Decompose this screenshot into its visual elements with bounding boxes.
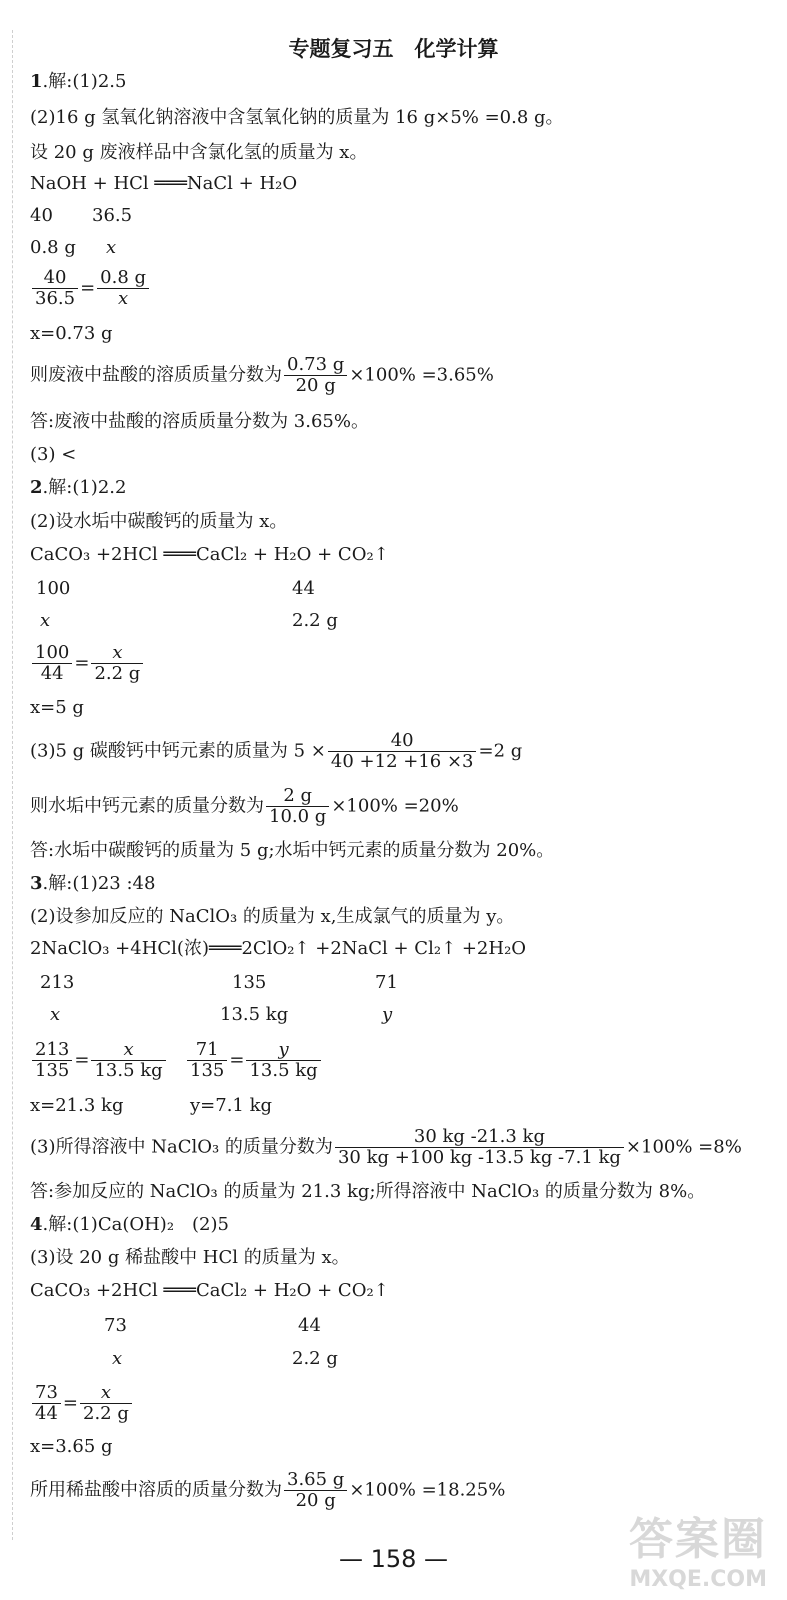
q3-line-1: 3.解:(1)23 :48: [30, 873, 156, 894]
q1-equation: NaOH + HCl ═══NaCl + H₂O: [30, 173, 298, 194]
q2-ratio-2b: 2.2 g: [292, 610, 338, 631]
q3-ratio-1b: 135: [232, 972, 267, 993]
q1-ratio-1a: 40: [30, 205, 53, 226]
page-title: 专题复习五 化学计算: [288, 37, 499, 61]
q3-line-2: (2)设参加反应的 NaClO₃ 的质量为 x,生成氯气的质量为 y。: [30, 906, 515, 927]
q1-line-5: (3) <: [30, 444, 77, 465]
q1-line-3: 设 20 g 废液样品中含氯化氢的质量为 x。: [30, 142, 368, 163]
q2-proportion: $\frac{100}{44}$ = $\frac{x}{2.2 g}$: [30, 643, 145, 684]
q2-line-2: (2)设水垢中碳酸钙的质量为 x。: [30, 511, 288, 532]
q3-proportion-y: $\frac{71}{135}$ = $\frac{y}{13.5 kg}$: [185, 1040, 323, 1081]
q3-ratio-2b: 13.5 kg: [220, 1004, 289, 1025]
q2-frac-1: $\frac{100}{44}$: [32, 643, 72, 684]
q2-answer: 答:水垢中碳酸钙的质量为 5 g;水垢中钙元素的质量分数为 20%。: [30, 840, 555, 861]
q4-frac-1: $\frac{73}{44}$: [32, 1383, 61, 1424]
q1-line-4: 则废液中盐酸的溶质质量分数为 $\frac{0.73 g}{20 g}$ ×100% =3.65%: [30, 354, 494, 396]
q1-frac-2: $\frac{0.8 g}{x}$: [97, 268, 149, 309]
q3-ratio-1c: 71: [375, 972, 398, 993]
q1-line-2: (2)16 g 氢氧化钠溶液中含氢氧化钠的质量为 16 g×5% =0.8 g。: [30, 107, 564, 128]
q2-line-3: (3)5 g 碳酸钙中钙元素的质量为 5 × $\frac{40}{40 +12 +16 \times 3}$ =2 g: [30, 730, 523, 772]
q1-ratio-2a: 0.8 g: [30, 237, 76, 258]
q4-result: x=3.65 g: [30, 1436, 113, 1457]
q3-frac-2: $\frac{x}{13.5 kg}$: [91, 1040, 165, 1081]
q3-answer: 答:参加反应的 NaClO₃ 的质量为 21.3 kg;所得溶液中 NaClO₃ 的质量分数为 8%。: [30, 1181, 706, 1202]
q3-frac-1: $\frac{213}{135}$: [32, 1040, 72, 1081]
q4-ratio-1b: 44: [298, 1315, 321, 1336]
q1-answer: 答:废液中盐酸的溶质质量分数为 3.65%。: [30, 411, 369, 432]
q4-frac-3: $\frac{3.65 g}{20 g}$: [284, 1470, 347, 1511]
q4-line-1: 4.解:(1)Ca(OH)₂ (2)5: [30, 1214, 229, 1235]
q2-frac-2: $\frac{x}{2.2 g}$: [91, 643, 143, 684]
q4-line-2: (3)设 20 g 稀盐酸中 HCl 的质量为 x。: [30, 1247, 350, 1268]
q3-result-x: x=21.3 kg: [30, 1095, 124, 1116]
q3-ratio-2c: y: [382, 1004, 393, 1025]
q2-ratio-1a: 100: [36, 578, 71, 599]
q4-line-3: 所用稀盐酸中溶质的质量分数为 $\frac{3.65 g}{20 g}$ ×100% =18.25%: [30, 1469, 506, 1511]
q2-frac-3: $\frac{40}{40 +12 +16 \times 3}$: [328, 731, 477, 772]
q1-result: x=0.73 g: [30, 323, 113, 344]
page-number: — 158 —: [338, 1545, 449, 1573]
q1-ratio-2b: x: [106, 237, 117, 258]
q3-line-3: (3)所得溶液中 NaClO₃ 的质量分数为 $\frac{30 kg -21.3 kg}{30 kg +100 kg -13.5 kg -7.1 kg}$ ×100% =8%: [30, 1126, 742, 1168]
q1-ratio-1b: 36.5: [92, 205, 133, 226]
q1-frac-1: $\frac{40}{36.5}$: [32, 268, 78, 309]
q3-result-y: y=7.1 kg: [190, 1095, 273, 1116]
q3-frac-4: $\frac{y}{13.5 kg}$: [246, 1040, 320, 1081]
q1-proportion: $\frac{40}{36.5}$ = $\frac{0.8 g}{x}$: [30, 268, 151, 309]
margin-dashed-line: [12, 30, 13, 1540]
q4-equation: CaCO₃ +2HCl ═══CaCl₂ + H₂O + CO₂↑: [30, 1280, 389, 1301]
q4-ratio-1a: 73: [104, 1315, 127, 1336]
q2-frac-4: $\frac{2 g}{10.0 g}$: [266, 786, 329, 827]
q3-ratio-1a: 213: [40, 972, 75, 993]
q3-frac-3: $\frac{71}{135}$: [187, 1040, 227, 1081]
q2-line-1: 2.解:(1)2.2: [30, 477, 127, 498]
q3-ratio-2a: x: [50, 1004, 61, 1025]
q4-frac-2: $\frac{x}{2.2 g}$: [80, 1383, 132, 1424]
q3-proportion-x: $\frac{213}{135}$ = $\frac{x}{13.5 kg}$: [30, 1040, 168, 1081]
q2-ratio-2a: x: [40, 610, 51, 631]
q2-result: x=5 g: [30, 697, 84, 718]
q3-frac-5: $\frac{30 kg -21.3 kg}{30 kg +100 kg -13.5 kg -7.1 kg}$: [335, 1127, 624, 1168]
watermark-logo: 答案圈 MXQE.COM: [629, 1514, 767, 1592]
q2-line-4: 则水垢中钙元素的质量分数为 $\frac{2 g}{10.0 g}$ ×100% =20%: [30, 785, 459, 827]
q2-equation: CaCO₃ +2HCl ═══CaCl₂ + H₂O + CO₂↑: [30, 544, 389, 565]
q4-proportion: $\frac{73}{44}$ = $\frac{x}{2.2 g}$: [30, 1383, 134, 1424]
q4-ratio-2b: 2.2 g: [292, 1348, 338, 1369]
q3-equation: 2NaClO₃ +4HCl(浓)═══2ClO₂↑ +2NaCl + Cl₂↑ +2H₂O: [30, 938, 527, 959]
q1-frac-3: $\frac{0.73 g}{20 g}$: [284, 355, 347, 396]
q4-ratio-2a: x: [112, 1348, 123, 1369]
q1-line-1: 1.解:(1)2.5: [30, 71, 127, 92]
q2-ratio-1b: 44: [292, 578, 315, 599]
